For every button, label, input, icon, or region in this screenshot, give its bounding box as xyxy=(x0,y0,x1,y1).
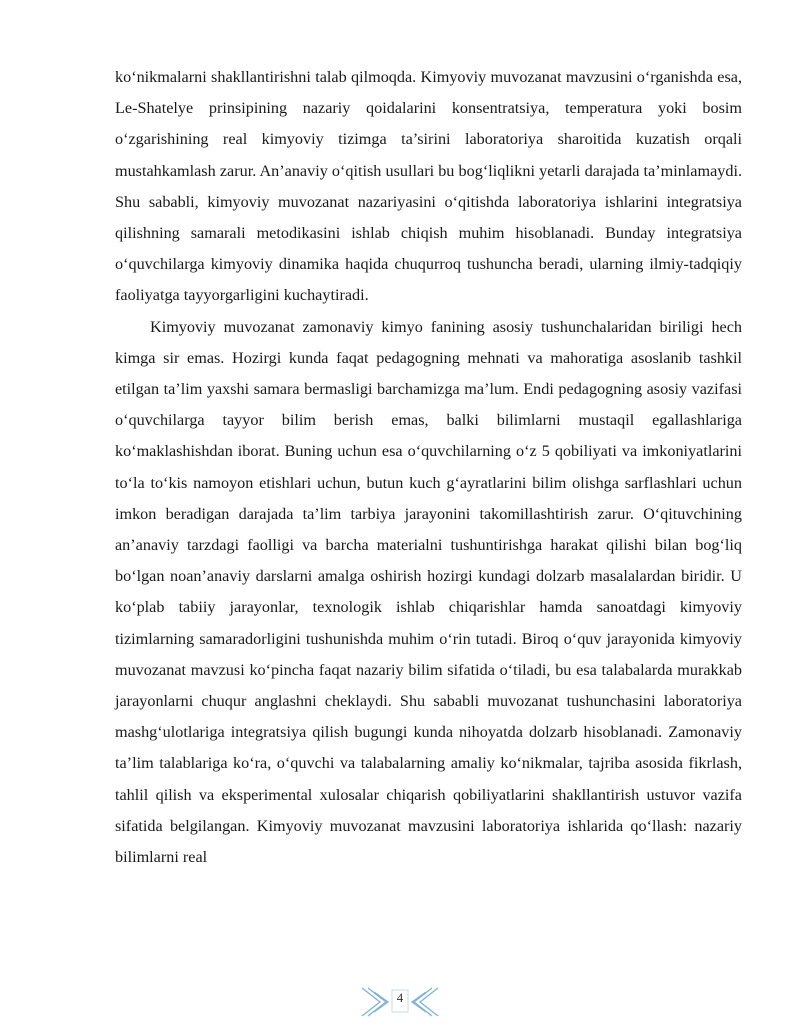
paragraph-main: Kimyoviy muvozanat zamonaviy kimyo fanining asosiy tushunchalaridan biriligi hech kimga sir emas. Hozirgi kunda faqat pedagogning mehnati va mahoratiga asoslanib tashkil etilgan ta’lim yaxshi samara bermasligi barchamizga ma’lum. Endi pedagogning asosiy vazifasi o‘quvchilarga tayyor bilim berish emas, balki bilimlarni mustaqil egallashlariga ko‘maklashishdan iborat. Buning uchun esa o‘quvchilarning o‘z 5 qobiliyati va imkoniyatlarini to‘la to‘kis namoyon etishlari uchun, butun kuch g‘ayratlarini bilim olishga sarflashlari uchun imkon beradigan darajada ta’lim tarbiya jarayonini takomillashtirish zarur. O‘qituvchining an’anaviy tarzdagi faolligi va barcha materialni tushuntirishga harakat qilishi bilan bog‘liq bo‘lgan noan’anaviy darslarni amalga oshirish hozirgi kundagi dolzarb masalalardan biridir. U ko‘plab tabiiy jarayonlar, texnologik ishlab chiqarishlar hamda sanoatdagi kimyoviy tizimlarning samaradorligini tushunishda muhim o‘rin tutadi. Biroq o‘quv jarayonida kimyoviy muvozanat mavzusi ko‘pincha faqat nazariy bilim sifatida o‘tiladi, bu esa talabalarda murakkab jarayonlarni chuqur anglashni cheklaydi. Shu sababli muvozanat tushunchasini laboratoriya mashg‘ulotlariga integratsiya qilish bugungi kunda nihoyatda dolzarb hisoblanadi. Zamonaviy ta’lim talablariga ko‘ra, o‘quvchi va talabalarning amaliy ko‘nikmalar, tajriba asosida fikrlash, tahlil qilish va eksperimental xulosalar chiqarish qobiliyatlarini shakllantirish ustuvor vazifa sifatida belgilangan. Kimyoviy muvozanat mavzusini laboratoriya ishlarida qo‘llash: nazariy bilimlarni real xyxy=(115,317,742,867)
page-footer xyxy=(0,982,800,1022)
paragraph-continuation: ko‘nikmalarni shakllantirishni talab qilmoqda. Kimyoviy muvozanat mavzusini o‘rganishda esa, Le-Shatelye prinsipining nazariy qoidalarini konsentratsiya, temperatura yoki bosim o‘zgarishining real kimyoviy tizimga ta’sirini laboratoriya sharoitida kuzatish orqali mustahkamlash zarur. An’anaviy o‘qitish usullari bu bog‘liqlikni yetarli darajada ta’minlamaydi. Shu sababli, kimyoviy muvozanat nazariyasini o‘qitishda laboratoriya ishlarini integratsiya qilishning samarali metodikasini ishlab chiqish muhim hisoblanadi. Bunday integratsiya o‘quvchilarga kimyoviy dinamika haqida chuqurroq tushuncha beradi, ularning ilmiy-tadqiqiy faoliyatga tayyorgarligini kuchaytiradi. xyxy=(115,68,742,305)
page-number: 4 xyxy=(396,990,404,1005)
document-body xyxy=(115,62,742,873)
